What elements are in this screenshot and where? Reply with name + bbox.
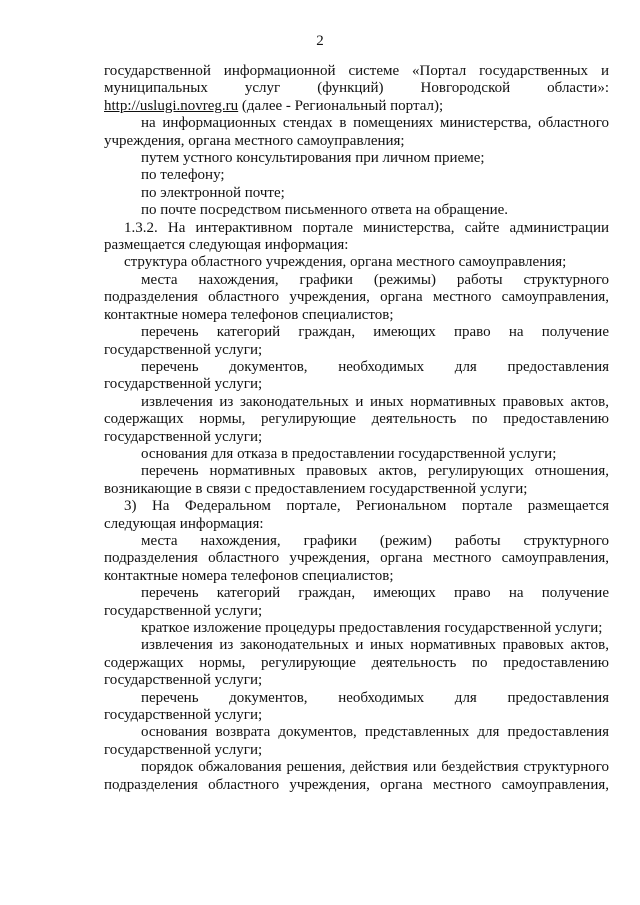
paragraph: места нахождения, графики (режим) работы структурного подразделения областного учреждения, органа местного самоуправления, контактные номера телефонов специалистов; [104, 532, 609, 584]
paragraph: перечень категорий граждан, имеющих право на получение государственной услуги; [104, 585, 609, 619]
paragraph: краткое изложение процедуры предоставления государственной услуги; [141, 620, 603, 636]
paragraph: по электронной почте; [141, 184, 285, 201]
section-heading: 1.3.2. На интерактивном портале министерства, сайте администрации размещается следующая информация: [104, 219, 609, 254]
paragraph [104, 63, 609, 115]
regional-portal-link[interactable]: http://uslugi.novreg.ru [104, 97, 239, 114]
paragraph: перечень нормативных правовых актов, регулирующих отношения, возникающие в связи с предоставлением государственной услуги; [104, 463, 609, 497]
paragraph: на информационных стендах в помещениях министерства, областного учреждения, органа местного самоуправления; [104, 115, 609, 149]
document-body [104, 63, 609, 794]
paragraph-text: (далее - Региональный портал); [238, 97, 444, 114]
section-heading: 3) На Федеральном портале, Региональном портале размещается следующая информация: [104, 498, 609, 532]
paragraph: перечень категорий граждан, имеющих право на получение государственной услуги; [104, 324, 609, 358]
paragraph: перечень документов, необходимых для предоставления государственной услуги; [104, 358, 609, 393]
paragraph: извлечения из законодательных и иных нормативных правовых актов, содержащих нормы, регулирующие деятельность по предоставлению государственной услуги; [104, 393, 609, 445]
paragraph-text: государственной информационной системе «Портал государственных и муниципальных услуг (функций) Новгородской области»: [104, 63, 609, 97]
paragraph: места нахождения, графики (режимы) работы структурного подразделения областного учреждения, органа местного самоуправления, контактные номера телефонов специалистов; [104, 271, 609, 323]
paragraph: структура областного учреждения, органа местного самоуправления; [124, 254, 567, 271]
paragraph: порядок обжалования решения, действия или бездействия структурного подразделения областного учреждения, органа местного самоуправления, [104, 759, 609, 793]
paragraph: извлечения из законодательных и иных нормативных правовых актов, содержащих нормы, регулирующие деятельность по предоставлению государственной услуги; [104, 637, 609, 689]
paragraph: по почте посредством письменного ответа на обращение. [141, 202, 509, 219]
paragraph: основания для отказа в предоставлении государственной услуги; [141, 445, 557, 462]
paragraph: по телефону; [141, 167, 225, 184]
paragraph: основания возврата документов, представленных для предоставления государственной услуги; [104, 724, 609, 758]
page-number: 2 [316, 33, 324, 49]
paragraph: перечень документов, необходимых для предоставления государственной услуги; [104, 689, 609, 724]
paragraph: путем устного консультирования при личном приеме; [141, 150, 485, 167]
